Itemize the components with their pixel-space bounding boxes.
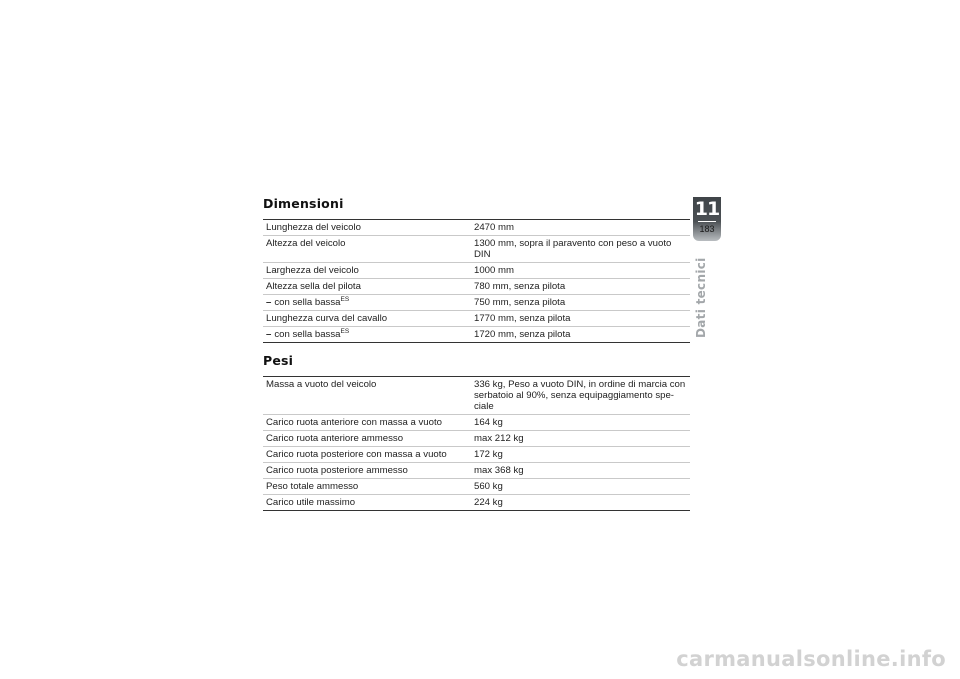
option-superscript: ES: [340, 328, 350, 335]
table-row: [263, 463, 690, 479]
dash-bullet: –: [266, 297, 272, 308]
row-value: 2470 mm: [474, 222, 514, 233]
row-value: 1300 mm, sopra il paravento con peso a vuoto DIN: [474, 238, 672, 260]
dimensions-table: [263, 219, 690, 343]
table-row: [263, 479, 690, 495]
row-value: 336 kg, Peso a vuoto DIN, in ordine di marcia con serbatoio al 90%, senza equipaggiamento spe-ciale: [474, 379, 686, 412]
row-value: 164 kg: [474, 417, 503, 428]
section-title-dimensioni: Dimensioni: [263, 196, 344, 211]
row-label: Altezza del veicolo: [266, 238, 346, 249]
row-value: 780 mm, senza pilota: [474, 281, 566, 292]
chapter-tab: [693, 197, 721, 241]
table-row: [263, 279, 690, 295]
row-label: Carico ruota anteriore ammesso: [266, 433, 404, 444]
table-row: [263, 220, 690, 236]
row-label: Massa a vuoto del veicolo: [266, 379, 377, 390]
chapter-divider: [698, 221, 716, 222]
row-label: Larghezza del veicolo: [266, 265, 359, 276]
row-label: Lunghezza curva del cavallo: [266, 313, 388, 324]
table-row: [263, 495, 690, 511]
table-row: [263, 327, 690, 343]
table-row: [263, 377, 690, 415]
document-content: [263, 196, 690, 511]
row-value: 172 kg: [474, 449, 503, 460]
row-label: Peso totale ammesso: [266, 481, 359, 492]
table-row: [263, 431, 690, 447]
row-label: Carico ruota anteriore con massa a vuoto: [266, 417, 442, 428]
weights-table: [263, 376, 690, 511]
sub-label-text: con sella bassa: [274, 329, 341, 340]
row-label: Altezza sella del pilota: [266, 281, 361, 292]
row-value: max 368 kg: [474, 465, 524, 476]
row-value: 1720 mm, senza pilota: [474, 329, 571, 340]
chapter-number: 11: [694, 198, 720, 220]
sub-label-text: con sella bassa: [274, 297, 341, 308]
table-row: [263, 311, 690, 327]
table-row: [263, 236, 690, 263]
row-label-sub: [263, 295, 471, 311]
dash-bullet: –: [266, 329, 272, 340]
option-superscript: ES: [340, 296, 350, 303]
table-row: [263, 415, 690, 431]
row-label: Carico utile massimo: [266, 497, 356, 508]
row-label-sub: [263, 327, 471, 343]
row-label: Lunghezza del veicolo: [266, 222, 361, 233]
table-row: [263, 295, 690, 311]
table-row: [263, 263, 690, 279]
row-value: 1000 mm: [474, 265, 514, 276]
row-value: 750 mm, senza pilota: [474, 297, 566, 308]
row-value: max 212 kg: [474, 433, 524, 444]
row-value: 1770 mm, senza pilota: [474, 313, 571, 324]
section-title-pesi: Pesi: [263, 353, 294, 368]
watermark: carmanualsonline.info: [676, 647, 946, 671]
row-label: Carico ruota posteriore con massa a vuoto: [266, 449, 447, 460]
chapter-name: Dati tecnici: [694, 257, 708, 338]
row-value: 560 kg: [474, 481, 503, 492]
row-label: Carico ruota posteriore ammesso: [266, 465, 408, 476]
table-row: [263, 447, 690, 463]
row-value: 224 kg: [474, 497, 503, 508]
page-number: 183: [699, 224, 715, 234]
